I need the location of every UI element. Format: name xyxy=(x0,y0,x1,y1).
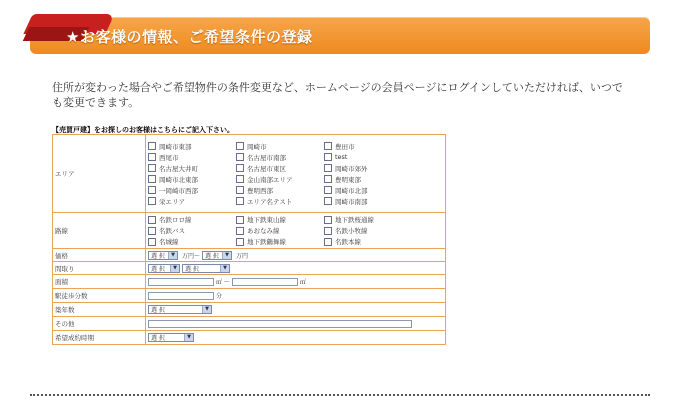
checkbox-icon[interactable] xyxy=(324,227,332,235)
area-checkbox[interactable] xyxy=(148,163,236,173)
row-walk: 駅徒歩分数 分 xyxy=(53,289,446,303)
checkbox-icon[interactable] xyxy=(324,142,332,150)
area-option-label: 岡崎市北部 xyxy=(335,186,368,195)
checkbox-icon[interactable] xyxy=(148,186,156,194)
line-option-label: 名城線 xyxy=(159,238,179,246)
area-checkbox-grid xyxy=(148,141,443,206)
area-label: エリア xyxy=(53,135,146,213)
row-price: 価格 選 択 ▼ 万円〜 選 択 ▼ 万円 xyxy=(53,249,446,262)
age-select[interactable]: 選 択 ▼ xyxy=(148,305,212,314)
row-timing xyxy=(53,331,446,345)
area-option-label: 豊明西部 xyxy=(247,186,273,195)
line-checkbox[interactable] xyxy=(236,226,324,236)
area-checkbox[interactable] xyxy=(236,196,324,206)
chevron-down-icon: ▼ xyxy=(168,252,177,259)
registration-form-table xyxy=(52,134,446,345)
area-checkbox[interactable] xyxy=(324,141,412,151)
section-title: ★お客様の情報、ご希望条件の登録 xyxy=(66,28,313,46)
checkbox-icon[interactable] xyxy=(148,238,156,246)
checkbox-icon[interactable] xyxy=(324,153,332,161)
section-header-banner xyxy=(30,17,650,54)
checkbox-icon[interactable] xyxy=(236,175,244,183)
area-option-label: 一岡崎市西部 xyxy=(159,186,198,195)
line-option-label: 地下鉄鶴舞線 xyxy=(247,238,286,246)
chevron-down-icon: ▼ xyxy=(220,265,229,272)
area-option-label: 岡崎市郊外 xyxy=(335,164,368,173)
row-area xyxy=(53,135,446,213)
area-options xyxy=(146,135,446,213)
area-option-label: test xyxy=(335,153,348,161)
area-checkbox[interactable] xyxy=(236,163,324,173)
timing-select[interactable]: 選 択 ▼ xyxy=(148,333,194,342)
area-option-label: 岡崎市 xyxy=(247,142,267,151)
line-option-label: 地下鉄東山線 xyxy=(247,216,286,224)
line-checkbox[interactable] xyxy=(324,237,412,247)
area-option-label: 豊田市 xyxy=(335,142,355,151)
line-options xyxy=(146,213,446,249)
row-other xyxy=(53,317,446,331)
walk-label: 駅徒歩分数 xyxy=(53,289,146,303)
price-label: 価格 xyxy=(53,249,146,262)
area-option-label: エリア名テスト xyxy=(247,197,293,206)
area-option-label: 金山南部エリア xyxy=(247,175,293,184)
area-checkbox[interactable] xyxy=(324,152,412,162)
area-option-label: 名古屋市東区 xyxy=(247,164,286,173)
row-area-size: 面積 ㎡ 〜 ㎡ xyxy=(53,275,446,289)
area-checkbox[interactable] xyxy=(148,196,236,206)
chevron-down-icon: ▼ xyxy=(222,252,231,259)
line-checkbox[interactable] xyxy=(236,215,324,225)
checkbox-icon[interactable] xyxy=(236,197,244,205)
form-caption: 【売買戸建】をお探しのお客様はこちらにご記入下さい。 xyxy=(52,126,234,134)
checkbox-icon[interactable] xyxy=(236,153,244,161)
line-checkbox[interactable] xyxy=(148,226,236,236)
line-checkbox[interactable] xyxy=(148,237,236,247)
checkbox-icon[interactable] xyxy=(236,186,244,194)
area-checkbox[interactable] xyxy=(236,152,324,162)
area-checkbox[interactable] xyxy=(324,174,412,184)
layout-label: 間取り xyxy=(53,262,146,275)
dotted-divider xyxy=(30,394,650,396)
line-option-label: あおなみ線 xyxy=(247,227,280,235)
checkbox-icon[interactable] xyxy=(148,153,156,161)
checkbox-icon[interactable] xyxy=(324,238,332,246)
layout-select-1[interactable]: 選 択 ▼ xyxy=(148,264,180,273)
area-option-label: 岡崎市東部 xyxy=(159,142,192,151)
other-label: その他 xyxy=(53,317,146,331)
age-label: 築年数 xyxy=(53,303,146,317)
line-checkbox-grid xyxy=(148,215,443,247)
checkbox-icon[interactable] xyxy=(236,227,244,235)
line-option-label: 名鉄小牧線 xyxy=(335,227,368,235)
area-checkbox[interactable] xyxy=(148,185,236,195)
line-label: 路線 xyxy=(53,213,146,249)
line-option-label: 名鉄ロロ線 xyxy=(159,216,192,224)
checkbox-icon[interactable] xyxy=(148,164,156,172)
area-option-label: 名古屋市南部 xyxy=(247,153,286,162)
area-checkbox[interactable] xyxy=(148,174,236,184)
checkbox-icon[interactable] xyxy=(148,227,156,235)
area-option-label: 西尾市 xyxy=(159,153,179,162)
area-option-label: 栄エリア xyxy=(159,197,185,206)
area-size-max-input[interactable] xyxy=(232,278,298,286)
area-option-label: 名古屋大井町 xyxy=(159,164,198,173)
checkbox-icon[interactable] xyxy=(324,175,332,183)
chevron-down-icon: ▼ xyxy=(170,265,179,272)
chevron-down-icon: ▼ xyxy=(202,306,211,313)
checkbox-icon[interactable] xyxy=(236,142,244,150)
area-checkbox[interactable] xyxy=(236,185,324,195)
chevron-down-icon: ▼ xyxy=(184,334,193,341)
layout-select-2[interactable]: 選 択 ▼ xyxy=(182,264,230,273)
line-option-label: 地下鉄桜通線 xyxy=(335,216,374,224)
row-age xyxy=(53,303,446,317)
area-option-label: 岡崎市北東部 xyxy=(159,175,198,184)
checkbox-icon[interactable] xyxy=(236,164,244,172)
walk-minutes-input[interactable] xyxy=(148,292,214,300)
checkbox-icon[interactable] xyxy=(148,216,156,224)
price-max-select[interactable]: 選 択 ▼ xyxy=(202,251,232,260)
checkbox-icon[interactable] xyxy=(324,197,332,205)
price-min-select[interactable]: 選 択 ▼ xyxy=(148,251,178,260)
row-layout xyxy=(53,262,446,275)
checkbox-icon[interactable] xyxy=(236,238,244,246)
area-size-min-input[interactable] xyxy=(148,278,214,286)
area-checkbox[interactable] xyxy=(324,163,412,173)
line-option-label: 名鉄本線 xyxy=(335,238,361,246)
other-input[interactable] xyxy=(148,320,412,328)
area-size-label: 面積 xyxy=(53,275,146,289)
area-checkbox[interactable] xyxy=(148,152,236,162)
line-checkbox[interactable] xyxy=(236,237,324,247)
checkbox-icon[interactable] xyxy=(324,164,332,172)
row-line xyxy=(53,213,446,249)
line-option-label: 名鉄バス xyxy=(159,227,185,235)
checkbox-icon[interactable] xyxy=(236,216,244,224)
checkbox-icon[interactable] xyxy=(324,216,332,224)
checkbox-icon[interactable] xyxy=(324,186,332,194)
area-checkbox[interactable] xyxy=(324,185,412,195)
line-checkbox[interactable] xyxy=(324,226,412,236)
area-checkbox[interactable] xyxy=(236,174,324,184)
area-checkbox[interactable] xyxy=(236,141,324,151)
line-checkbox[interactable] xyxy=(148,215,236,225)
timing-label: 希望成約時期 xyxy=(53,331,146,345)
checkbox-icon[interactable] xyxy=(148,142,156,150)
area-option-label: 岡崎市南部 xyxy=(335,197,368,206)
checkbox-icon[interactable] xyxy=(148,175,156,183)
line-checkbox[interactable] xyxy=(324,215,412,225)
area-checkbox[interactable] xyxy=(148,141,236,151)
area-checkbox[interactable] xyxy=(324,196,412,206)
area-option-label: 豊明東部 xyxy=(335,175,361,184)
intro-text: 住所が変わった場合やご希望物件の条件変更など、ホームページの会員ページにログインしていただければ、いつでも変更できます。 xyxy=(52,81,623,109)
checkbox-icon[interactable] xyxy=(148,197,156,205)
